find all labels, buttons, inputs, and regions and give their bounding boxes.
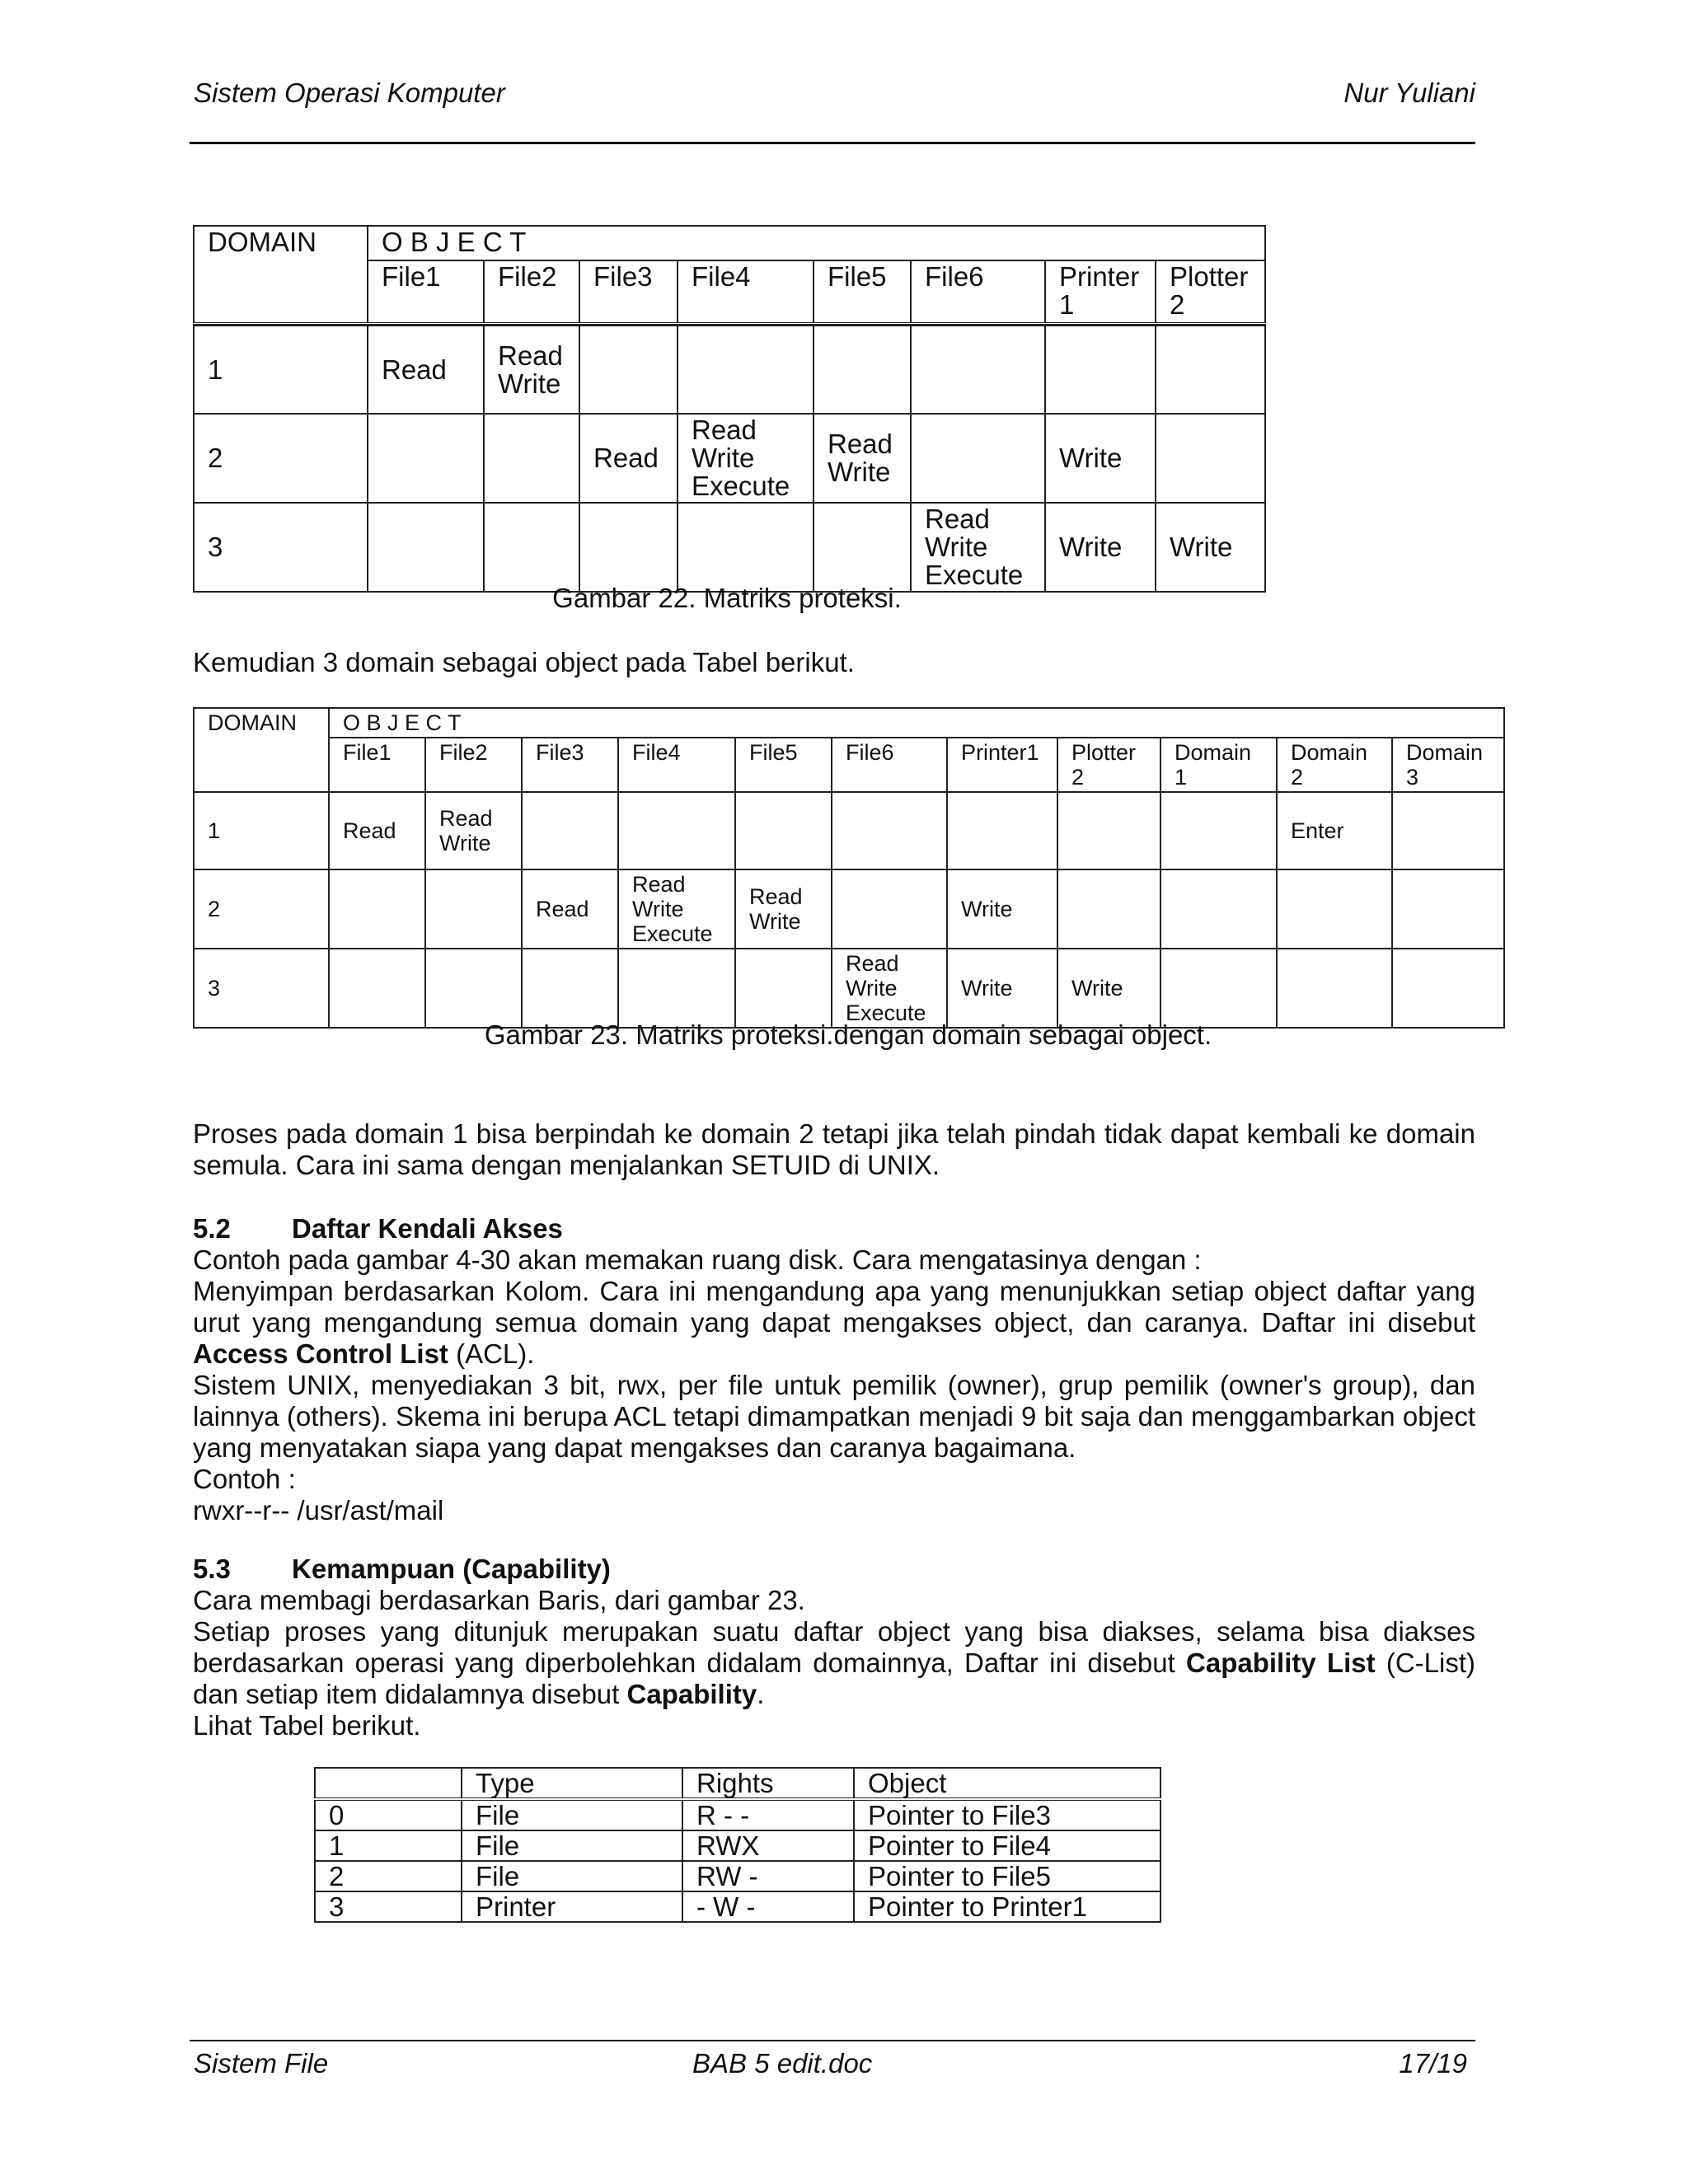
domain-header: DOMAIN <box>194 708 329 792</box>
access-cell <box>735 792 832 869</box>
footer-divider <box>190 2040 1475 2041</box>
table-cell: File <box>462 1799 682 1830</box>
section-number: 5.3 <box>193 1554 231 1584</box>
paragraph: Cara membagi berdasarkan Baris, dari gambar 23. <box>193 1585 805 1615</box>
table-cell: RWX <box>682 1830 854 1861</box>
access-cell: Read Write <box>425 792 522 869</box>
access-cell: Read Write <box>484 326 579 414</box>
column-header: File4 <box>618 738 735 792</box>
access-cell <box>1392 869 1504 949</box>
access-cell: Write <box>1057 949 1160 1028</box>
access-cell: Read Write Execute <box>678 414 814 503</box>
access-cell: Write <box>1045 503 1156 592</box>
section-5-3-body <box>193 1585 1475 1741</box>
access-cell: Read Write Execute <box>618 869 735 949</box>
column-header: Printer 1 <box>1045 260 1156 324</box>
column-header: File1 <box>329 738 425 792</box>
access-cell <box>678 503 814 592</box>
table-cell: File <box>462 1830 682 1861</box>
access-cell <box>618 949 735 1028</box>
table-row <box>315 1891 1160 1922</box>
access-cell <box>425 949 522 1028</box>
access-cell <box>1160 792 1277 869</box>
code-example: rwxr--r-- /usr/ast/mail <box>193 1495 444 1526</box>
table-row <box>315 1799 1160 1830</box>
domain-header: DOMAIN <box>194 226 368 324</box>
access-cell <box>522 792 618 869</box>
access-cell <box>484 414 579 503</box>
access-cell <box>1160 949 1277 1028</box>
table-cell: File <box>462 1861 682 1891</box>
table-row <box>194 949 1504 1028</box>
column-header: Plotter 2 <box>1156 260 1265 324</box>
section-number: 5.2 <box>193 1213 231 1244</box>
column-header: Object <box>854 1768 1160 1799</box>
column-header: Printer1 <box>947 738 1057 792</box>
column-header: File5 <box>735 738 832 792</box>
access-cell <box>832 792 947 869</box>
header-divider <box>190 142 1475 144</box>
access-cell <box>911 414 1045 503</box>
access-cell <box>329 869 425 949</box>
header-doc-title: Sistem Operasi Komputer <box>194 77 505 108</box>
access-cell <box>947 792 1057 869</box>
footer-filename: BAB 5 edit.doc <box>692 2048 873 2079</box>
access-cell <box>618 792 735 869</box>
section-5-2-heading <box>193 1213 563 1244</box>
access-cell: Enter <box>1277 792 1392 869</box>
table-row <box>194 414 1265 503</box>
header-author: Nur Yuliani <box>1343 77 1475 108</box>
column-header: Domain 2 <box>1277 738 1392 792</box>
access-cell <box>522 949 618 1028</box>
access-cell: Read <box>368 326 484 414</box>
table-cell: 0 <box>315 1799 462 1830</box>
column-header: File3 <box>579 260 678 324</box>
figure-caption-22: Gambar 22. Matriks proteksi. <box>552 583 902 613</box>
access-cell: Read <box>522 869 618 949</box>
access-cell: Read Write <box>735 869 832 949</box>
access-cell <box>1057 792 1160 869</box>
column-header: File3 <box>522 738 618 792</box>
access-cell: Write <box>1156 503 1265 592</box>
intro-paragraph: Kemudian 3 domain sebagai object pada Tabel berikut. <box>193 647 855 677</box>
domain-cell: 2 <box>194 869 329 949</box>
access-cell <box>1156 326 1265 414</box>
access-cell <box>1045 326 1156 414</box>
term-capability-list: Capability List <box>1186 1647 1376 1678</box>
table-cell: - W - <box>682 1891 854 1922</box>
column-header: Type <box>462 1768 682 1799</box>
access-cell <box>368 414 484 503</box>
column-header: File2 <box>484 260 579 324</box>
access-cell <box>911 326 1045 414</box>
term-capability: Capability <box>626 1679 757 1709</box>
access-cell <box>425 869 522 949</box>
paragraph-acl: Menyimpan berdasarkan Kolom. Cara ini mengandung apa yang menunjukkan setiap object daftar yang urut yang mengandung semua domain yang dapat mengakses object, dan caranya. Daftar ini disebut Access Control List (ACL). <box>193 1276 1475 1369</box>
section-title: Daftar Kendali Akses <box>292 1213 563 1244</box>
column-header <box>315 1768 462 1799</box>
column-header: File2 <box>425 738 522 792</box>
column-header: Rights <box>682 1768 854 1799</box>
access-cell: Read Write Execute <box>911 503 1045 592</box>
column-header: File5 <box>814 260 911 324</box>
table-row <box>194 326 1265 414</box>
access-cell <box>1277 869 1392 949</box>
access-cell <box>579 326 678 414</box>
access-cell: Read Write <box>814 414 911 503</box>
object-header: O B J E C T <box>329 708 1504 738</box>
domain-cell: 3 <box>194 503 368 592</box>
column-header: File1 <box>368 260 484 324</box>
table-cell: Pointer to File4 <box>854 1830 1160 1861</box>
term-acl: Access Control List <box>193 1338 448 1369</box>
column-header: Domain 3 <box>1392 738 1504 792</box>
footer-page-number: 17/19 <box>1399 2048 1467 2079</box>
table-cell: 1 <box>315 1830 462 1861</box>
table-row <box>315 1861 1160 1891</box>
access-cell: Write <box>947 869 1057 949</box>
access-cell <box>1277 949 1392 1028</box>
capability-list-table <box>314 1767 1161 1923</box>
access-cell <box>1160 869 1277 949</box>
protection-matrix-table <box>193 225 1266 593</box>
table-cell: 3 <box>315 1891 462 1922</box>
access-cell <box>678 326 814 414</box>
access-cell <box>1057 869 1160 949</box>
access-cell <box>579 503 678 592</box>
domain-cell: 1 <box>194 792 329 869</box>
protection-matrix-domain-table <box>193 707 1505 1029</box>
paragraph-clist: Setiap proses yang ditunjuk merupakan suatu daftar object yang bisa diakses, selama bisa diakses berdasarkan operasi yang diperbolehkan didalam domainnya, Daftar ini disebut Capability List (C-List) dan setiap item didalamnya disebut Capability. <box>193 1616 1475 1709</box>
access-cell: Read <box>579 414 678 503</box>
section-5-2-body <box>193 1244 1475 1526</box>
column-header: Plotter 2 <box>1057 738 1160 792</box>
access-cell <box>735 949 832 1028</box>
figure-caption-23: Gambar 23. Matriks proteksi.dengan domain sebagai object. <box>484 1019 1212 1050</box>
access-cell <box>832 869 947 949</box>
table-row <box>194 792 1504 869</box>
object-header: O B J E C T <box>368 226 1265 260</box>
access-cell <box>1392 949 1504 1028</box>
access-cell <box>368 503 484 592</box>
table-cell: 2 <box>315 1861 462 1891</box>
table-cell: Printer <box>462 1891 682 1922</box>
domain-cell: 1 <box>194 326 368 414</box>
access-cell: Write <box>1045 414 1156 503</box>
domain-cell: 2 <box>194 414 368 503</box>
access-cell <box>814 326 911 414</box>
section-title: Kemampuan (Capability) <box>292 1554 611 1584</box>
access-cell <box>1392 792 1504 869</box>
footer-chapter: Sistem File <box>194 2048 329 2079</box>
access-cell: Read <box>329 792 425 869</box>
table-cell: R - - <box>682 1799 854 1830</box>
access-cell <box>484 503 579 592</box>
paragraph: Contoh pada gambar 4-30 akan memakan ruang disk. Cara mengatasinya dengan : <box>193 1244 1202 1275</box>
access-cell <box>1156 414 1265 503</box>
domain-cell: 3 <box>194 949 329 1028</box>
column-header: Domain 1 <box>1160 738 1277 792</box>
access-cell <box>814 503 911 592</box>
access-cell: Read Write Execute <box>832 949 947 1028</box>
domain-switch-paragraph: Proses pada domain 1 bisa berpindah ke domain 2 tetapi jika telah pindah tidak dapat kembali ke domain semula. Cara ini sama dengan menjalankan SETUID di UNIX. <box>193 1118 1475 1180</box>
paragraph: Sistem UNIX, menyediakan 3 bit, rwx, per file untuk pemilik (owner), grup pemilik (owner's group), dan lainnya (others). Skema ini berupa ACL tetapi dimampatkan menjadi 9 bit saja dan menggambarkan object yang menyatakan siapa yang dapat mengakses dan caranya bagaimana. <box>193 1370 1475 1463</box>
table-cell: Pointer to Printer1 <box>854 1891 1160 1922</box>
table-row <box>194 869 1504 949</box>
table-row <box>315 1830 1160 1861</box>
column-header: File6 <box>911 260 1045 324</box>
section-5-3-heading <box>193 1554 611 1585</box>
column-header: File6 <box>832 738 947 792</box>
column-header: File4 <box>678 260 814 324</box>
table-cell: Pointer to File5 <box>854 1861 1160 1891</box>
table-cell: RW - <box>682 1861 854 1891</box>
access-cell <box>329 949 425 1028</box>
access-cell: Write <box>947 949 1057 1028</box>
paragraph: Contoh : <box>193 1464 296 1494</box>
paragraph: Lihat Tabel berikut. <box>193 1710 421 1741</box>
table-row <box>194 503 1265 592</box>
table-cell: Pointer to File3 <box>854 1799 1160 1830</box>
